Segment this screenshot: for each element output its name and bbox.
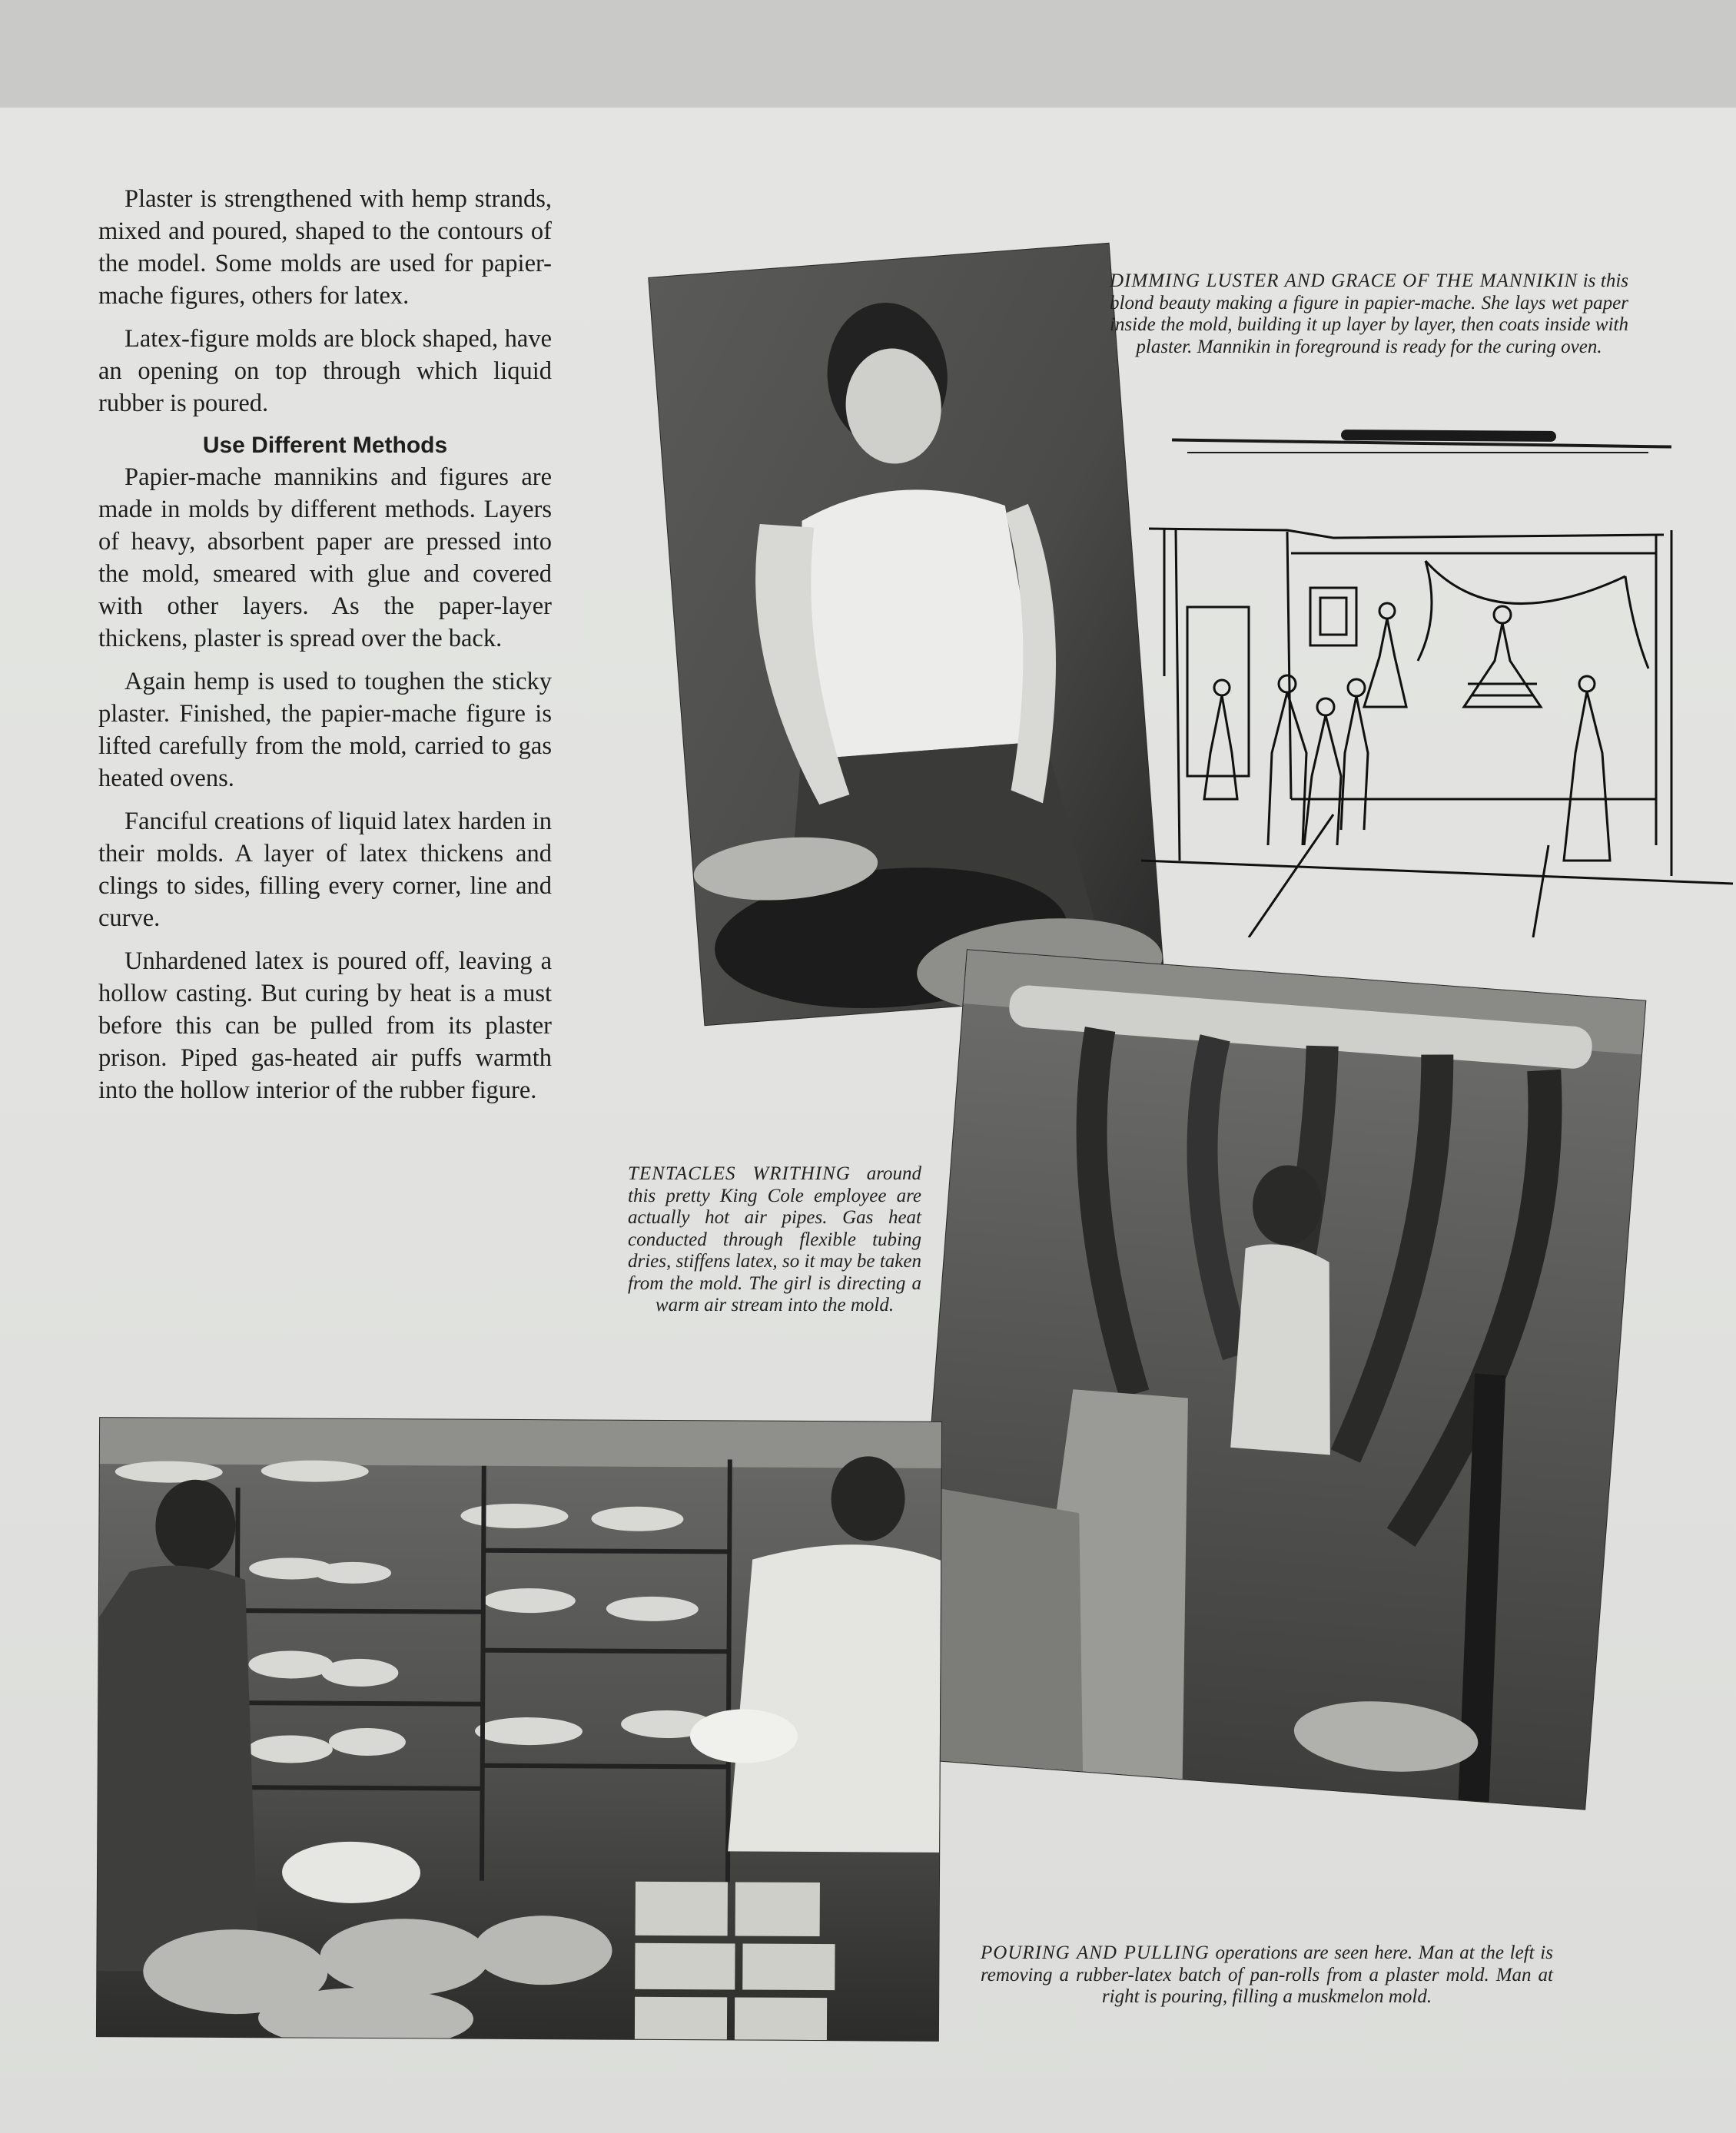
- body-text-column: [98, 183, 552, 1117]
- caption-pouring-text: operations are seen here. Man at the left is removing a rubber-latex batch of pan-rolls from a plaster mold. Man at right is pouring, filling a muskmelon mold.: [981, 1942, 1553, 2007]
- caption-mannikin-text: is this blond beauty making a figure in papier-mache. She lays wet paper inside the mold, building it up layer by layer, then coats inside with plaster. Mannikin in foreground is ready for the curing oven.: [1110, 270, 1628, 357]
- caption-mannikin-lead: DIMMING LUSTER AND GRACE OF THE MANNIKIN: [1110, 270, 1578, 291]
- photo-hot-air-pipes-image: [907, 950, 1646, 1809]
- body-paragraph: Latex-figure molds are block shaped, have an opening on top through which liquid rubber is poured.: [98, 325, 552, 417]
- photo-pouring-pulling-image: [97, 1418, 941, 2041]
- section-heading: Use Different Methods: [202, 433, 448, 458]
- caption-pouring: [981, 1942, 1553, 2009]
- caption-tentacles-text: around this pretty King Cole employee are actually hot air pipes. Gas heat conducted through flexible tubing dries, stiffens latex, so it may be taken from the mold. The girl is directing a warm air stream into the mold.: [628, 1163, 921, 1315]
- caption-pouring-lead: POURING AND PULLING: [981, 1942, 1210, 1963]
- caption-mannikin: [1110, 270, 1628, 358]
- top-band: [0, 0, 1736, 108]
- photo-papier-mache-worker: [649, 244, 1164, 1025]
- photo-pouring-pulling: [97, 1418, 941, 2041]
- body-paragraph: Papier-mache mannikins and figures are made in molds by different methods. Layers of heavy, absorbent paper are pressed into the mold, smeared with glue and covered with other layers. As the paper-layer thickens, plaster is spread over the back.: [98, 463, 552, 652]
- body-paragraph: Unhardened latex is poured off, leaving a hollow casting. But curing by heat is a must before this can be pulled from its plaster prison. Piped gas-heated air puffs warmth into the hollow interior of the rubber figure.: [98, 947, 552, 1104]
- sketch-store-window-drawing: [1134, 522, 1736, 937]
- sketch-store-window: [1134, 522, 1736, 937]
- decorative-rule: [1187, 452, 1648, 453]
- body-paragraph: Plaster is strengthened with hemp strands, mixed and poured, shaped to the contours of the model. Some molds are used for papier-mache figures, others for latex.: [98, 185, 552, 310]
- photo-hot-air-pipes: [907, 950, 1646, 1809]
- body-paragraph: Fanciful creations of liquid latex harden in their molds. A layer of latex thickens and clings to sides, filling every corner, line and curve.: [98, 808, 552, 932]
- decorative-rule: [1341, 430, 1556, 442]
- photo-papier-mache-image: [649, 244, 1164, 1025]
- caption-tentacles: [628, 1163, 921, 1317]
- body-paragraph: Again hemp is used to toughen the sticky plaster. Finished, the papier-mache figure is lifted carefully from the mold, carried to gas heated ovens.: [98, 668, 552, 792]
- caption-tentacles-lead: TENTACLES WRITHING: [628, 1163, 851, 1184]
